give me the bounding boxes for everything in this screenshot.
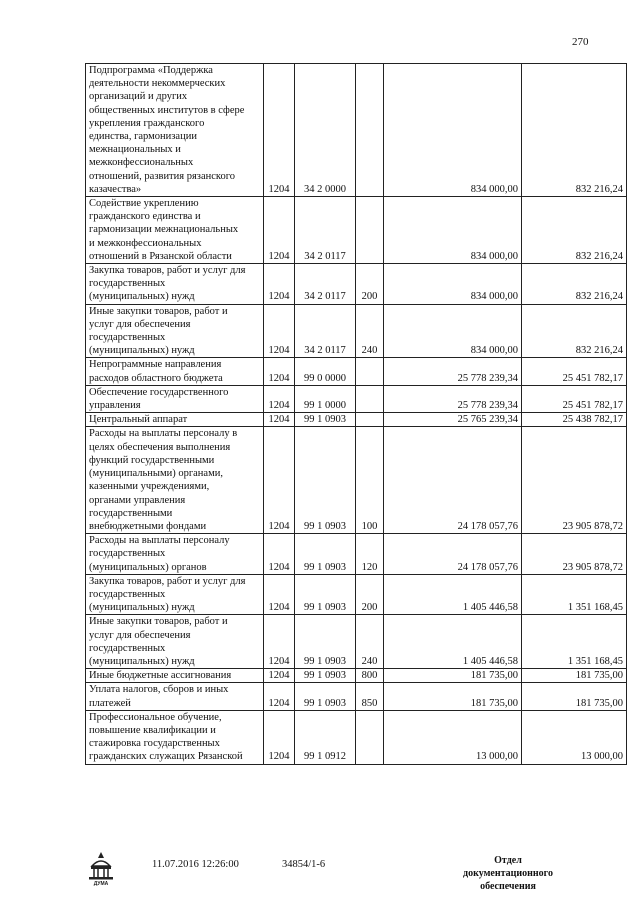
planned-amount: 834 000,00 [384,264,522,305]
expense-type-code [356,197,384,264]
section-code: 1204 [264,64,295,197]
target-article-code: 99 1 0912 [295,710,356,764]
actual-amount: 23 905 878,72 [522,534,627,575]
section-code: 1204 [264,413,295,427]
table-row [86,574,627,615]
actual-amount: 181 735,00 [522,683,627,710]
expense-type-code [356,710,384,764]
expense-type-code: 100 [356,427,384,534]
item-name: Расходы на выплаты персоналу государственных (муниципальных) органов [86,534,264,575]
planned-amount: 834 000,00 [384,304,522,358]
expense-type-code [356,385,384,412]
planned-amount: 181 735,00 [384,683,522,710]
expense-type-code: 800 [356,669,384,683]
target-article-code: 34 2 0117 [295,264,356,305]
item-name: Иные закупки товаров, работ и услуг для обеспечения государственных (муниципальных) нужд [86,615,264,669]
table-row [86,304,627,358]
section-code: 1204 [264,264,295,305]
item-name: Содействие укреплению гражданского единства и гармонизации межнациональных и межконфессиональных отношений в Рязанской области [86,197,264,264]
target-article-code: 34 2 0117 [295,197,356,264]
stamp-timestamp: 11.07.2016 12:26:00 [152,859,239,870]
section-code: 1204 [264,710,295,764]
planned-amount: 834 000,00 [384,197,522,264]
item-name: Центральный аппарат [86,413,264,427]
table-row [86,358,627,385]
target-article-code: 99 1 0903 [295,669,356,683]
actual-amount: 832 216,24 [522,64,627,197]
expense-type-code: 850 [356,683,384,710]
logo-text: ДУМА [93,881,109,886]
planned-amount: 13 000,00 [384,710,522,764]
table-row [86,669,627,683]
table-row [86,264,627,305]
table-row [86,534,627,575]
actual-amount: 25 438 782,17 [522,413,627,427]
table-row [86,385,627,412]
target-article-code: 99 1 0000 [295,385,356,412]
expense-type-code [356,64,384,197]
planned-amount: 25 778 239,34 [384,385,522,412]
section-code: 1204 [264,304,295,358]
duma-logo-icon [86,850,116,886]
item-name: Расходы на выплаты персоналу в целях обеспечения выполнения функций государственными (муниципальными) органами, казенными учреждениями, органами управления государственными внебюджетными фондами [86,427,264,534]
footer [0,850,640,890]
table-row [86,710,627,764]
actual-amount: 23 905 878,72 [522,427,627,534]
document-number: 34854/1-6 [282,859,326,870]
budget-table [85,63,627,765]
item-name: Уплата налогов, сборов и иных платежей [86,683,264,710]
section-code: 1204 [264,669,295,683]
item-name: Подпрограмма «Поддержка деятельности некоммерческих организаций и других общественных институтов в сфере укрепления гражданского единства, гармонизации межнациональных и межконфессиональных отношений, развития рязанского казачества» [86,64,264,197]
planned-amount: 181 735,00 [384,669,522,683]
table-row [86,197,627,264]
table-row [86,427,627,534]
planned-amount: 834 000,00 [384,64,522,197]
expense-type-code: 200 [356,574,384,615]
item-name: Профессиональное обучение, повышение квалификации и стажировка государственных гражданских служащих Рязанской [86,710,264,764]
section-code: 1204 [264,574,295,615]
expense-type-code [356,413,384,427]
expense-type-code: 240 [356,615,384,669]
expense-type-code: 200 [356,264,384,305]
actual-amount: 1 351 168,45 [522,615,627,669]
actual-amount: 832 216,24 [522,304,627,358]
actual-amount: 25 451 782,17 [522,358,627,385]
table-row [86,615,627,669]
actual-amount: 181 735,00 [522,669,627,683]
target-article-code: 99 1 0903 [295,534,356,575]
actual-amount: 832 216,24 [522,197,627,264]
actual-amount: 25 451 782,17 [522,385,627,412]
table-row [86,683,627,710]
planned-amount: 25 778 239,34 [384,358,522,385]
section-code: 1204 [264,385,295,412]
item-name: Обеспечение государственного управления [86,385,264,412]
item-name: Непрограммные направления расходов областного бюджета [86,358,264,385]
department-stamp: Отдел документационного обеспечения [463,855,553,892]
target-article-code: 99 1 0903 [295,615,356,669]
planned-amount: 24 178 057,76 [384,427,522,534]
section-code: 1204 [264,615,295,669]
table-row [86,413,627,427]
page-number: 270 [572,36,589,48]
expense-type-code [356,358,384,385]
planned-amount: 1 405 446,58 [384,615,522,669]
target-article-code: 99 1 0903 [295,413,356,427]
budget-table-body [86,64,627,765]
actual-amount: 1 351 168,45 [522,574,627,615]
target-article-code: 99 1 0903 [295,574,356,615]
item-name: Закупка товаров, работ и услуг для государственных (муниципальных) нужд [86,264,264,305]
section-code: 1204 [264,358,295,385]
planned-amount: 1 405 446,58 [384,574,522,615]
item-name: Иные закупки товаров, работ и услуг для обеспечения государственных (муниципальных) нужд [86,304,264,358]
section-code: 1204 [264,683,295,710]
actual-amount: 832 216,24 [522,264,627,305]
section-code: 1204 [264,427,295,534]
expense-type-code: 240 [356,304,384,358]
table-row [86,64,627,197]
actual-amount: 13 000,00 [522,710,627,764]
section-code: 1204 [264,534,295,575]
item-name: Закупка товаров, работ и услуг для государственных (муниципальных) нужд [86,574,264,615]
item-name: Иные бюджетные ассигнования [86,669,264,683]
target-article-code: 99 1 0903 [295,683,356,710]
planned-amount: 24 178 057,76 [384,534,522,575]
target-article-code: 34 2 0117 [295,304,356,358]
target-article-code: 34 2 0000 [295,64,356,197]
planned-amount: 25 765 239,34 [384,413,522,427]
target-article-code: 99 1 0903 [295,427,356,534]
target-article-code: 99 0 0000 [295,358,356,385]
section-code: 1204 [264,197,295,264]
expense-type-code: 120 [356,534,384,575]
